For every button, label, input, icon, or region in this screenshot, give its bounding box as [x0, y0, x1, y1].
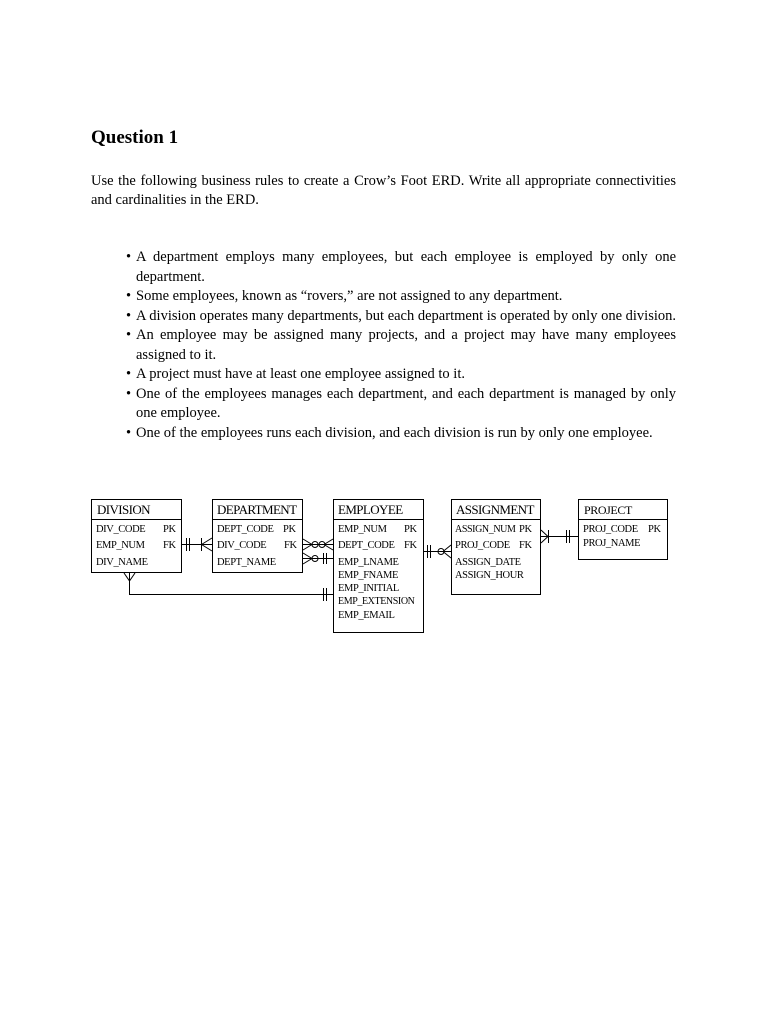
attribute: ASSIGN_DATE — [455, 557, 521, 568]
entity-title: DEPARTMENT — [217, 502, 297, 517]
attribute: ASSIGN_NUM — [455, 524, 516, 535]
attribute: PROJ_CODE — [583, 524, 638, 535]
attribute: ASSIGN_HOUR — [455, 570, 524, 581]
relationship-department-employee-upper — [303, 539, 333, 550]
attribute: DEPT_CODE — [338, 540, 395, 551]
attribute: EMP_EMAIL — [338, 610, 395, 621]
key-marker: FK — [404, 540, 417, 551]
relationship-department-employee-lower — [303, 553, 333, 564]
question-intro: Use the following business rules to create a Crow’s Foot ERD. Write all appropriate connectivities and cardinalities in the ERD. — [91, 173, 676, 208]
relationship-division-department — [182, 538, 212, 551]
rule-item: • Some employees, known as “rovers,” are not assigned to any department. — [126, 287, 676, 307]
rule-item: • A project must have at least one employee assigned to it. — [126, 365, 676, 385]
rule-item: • One of the employees runs each division, and each division is run by only one employee. — [126, 424, 676, 444]
attribute: DEPT_NAME — [217, 557, 276, 568]
key-marker: PK — [163, 524, 176, 535]
rule-item: • One of the employees manages each department, and each department is managed by only one employee. — [126, 385, 676, 424]
relationship-employee-assignment — [424, 545, 451, 558]
attribute: DEPT_CODE — [217, 524, 274, 535]
attribute: EMP_LNAME — [338, 557, 399, 568]
attribute: EMP_EXTENSION — [338, 596, 415, 607]
attribute: DIV_CODE — [96, 524, 146, 535]
key-marker: FK — [284, 540, 297, 551]
key-marker: PK — [404, 524, 417, 535]
relationship-assignment-project — [541, 530, 578, 543]
attribute: DIV_NAME — [96, 557, 148, 568]
entity-title: DIVISION — [97, 502, 150, 517]
relationship-division-employee — [124, 573, 333, 601]
entity-title: ASSIGNMENT — [456, 502, 534, 517]
attribute: EMP_FNAME — [338, 570, 398, 581]
entity-title: EMPLOYEE — [338, 502, 403, 517]
attribute: EMP_NUM — [96, 540, 145, 551]
key-marker: PK — [519, 524, 532, 535]
key-marker: FK — [163, 540, 176, 551]
rule-item: • A department employs many employees, but each employee is employed by only one department. — [126, 248, 676, 287]
rule-item: • A division operates many departments, but each department is operated by only one division. — [126, 307, 676, 327]
attribute: PROJ_NAME — [583, 538, 641, 549]
attribute: DIV_CODE — [217, 540, 267, 551]
entity-title: PROJECT — [584, 503, 632, 517]
key-marker: PK — [648, 524, 661, 535]
rule-item: • An employee may be assigned many projects, and a project may have many employees assigned to it. — [126, 326, 676, 365]
key-marker: FK — [519, 540, 532, 551]
attribute: EMP_INITIAL — [338, 583, 399, 594]
key-marker: PK — [283, 524, 296, 535]
attribute: PROJ_CODE — [455, 540, 510, 551]
question-title: Question 1 — [91, 127, 179, 148]
attribute: EMP_NUM — [338, 524, 387, 535]
